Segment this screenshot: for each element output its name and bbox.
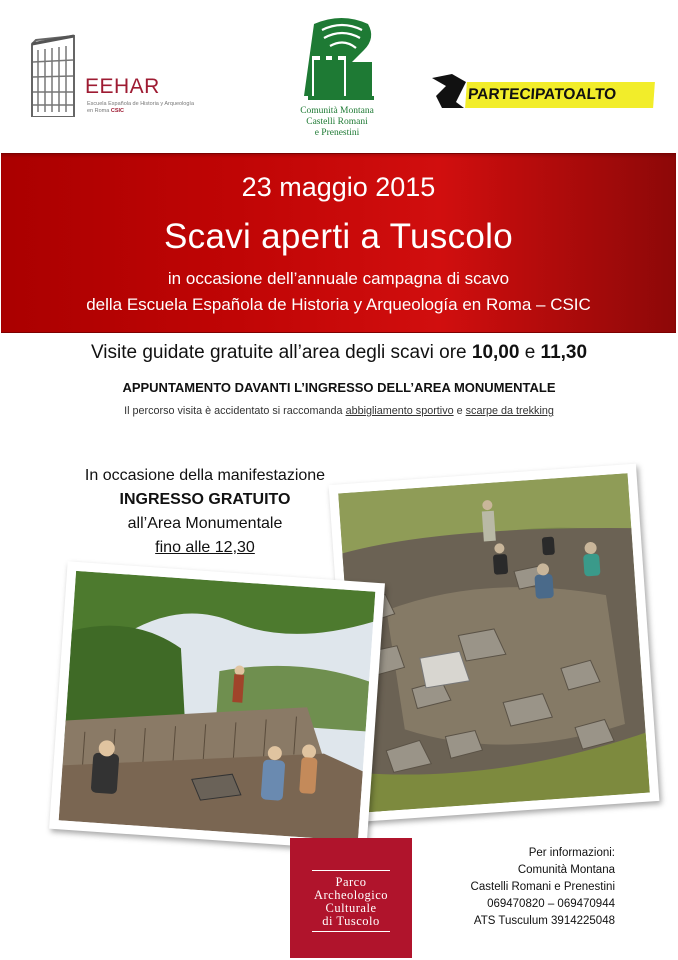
parco-divider-bottom bbox=[312, 931, 390, 932]
event-title: Scavi aperti a Tuscolo bbox=[164, 217, 513, 256]
parco-line4: di Tuscolo bbox=[322, 914, 380, 928]
parco-line2: Archeologico bbox=[313, 888, 389, 902]
trekking-shoes-advice: scarpe da trekking bbox=[465, 405, 554, 417]
tour-time-2: 11,30 bbox=[540, 342, 588, 363]
eehar-name: EEHAR bbox=[85, 75, 160, 98]
parco-divider-top bbox=[312, 870, 390, 871]
route-advice-text: Il percorso visita è accidentato si raccomanda abbigliamento sportivo e scarpe da trekking bbox=[124, 405, 554, 417]
parco-line3: Culturale bbox=[325, 901, 377, 915]
event-date: 23 maggio 2015 bbox=[241, 172, 436, 202]
contact-heading: Per informazioni: bbox=[528, 847, 615, 859]
speech-mark-icon bbox=[430, 72, 470, 112]
sportswear-advice: abbigliamento sportivo bbox=[345, 405, 454, 417]
castle-emblem-icon bbox=[272, 10, 402, 105]
guided-tours-line: Visite guidate gratuite all’area degli scavi ore 10,00 e 11,30 bbox=[90, 342, 588, 363]
contact-phone-2: ATS Tusculum 3914225048 bbox=[473, 915, 615, 927]
excavation-site-image bbox=[338, 473, 650, 812]
contact-info bbox=[430, 845, 615, 930]
eehar-subtitle: Escuela Española de Historia y Arqueología en Roma CSIC bbox=[87, 101, 195, 114]
free-entry-line3: all’Area Monumentale bbox=[127, 515, 283, 532]
free-entry-line1: In occasione della manifestazione bbox=[84, 467, 326, 484]
contact-org-2: Castelli Romani e Prenestini bbox=[470, 881, 615, 893]
contact-phone-1: 069470820 – 069470944 bbox=[487, 898, 615, 910]
comunita-line2: Castelli Romani bbox=[306, 117, 368, 127]
comunita-line1: Comunità Montana bbox=[300, 106, 374, 116]
comunita-line3: e Prenestini bbox=[314, 128, 360, 138]
contact-org-1: Comunità Montana bbox=[517, 864, 615, 876]
event-banner bbox=[1, 153, 676, 333]
free-entry-notice bbox=[55, 464, 355, 560]
parco-line1: Parco bbox=[335, 875, 367, 889]
banner-subtitle-line1: in occasione dell’annuale campagna di scavo bbox=[167, 269, 510, 288]
meeting-point-text: APPUNTAMENTO DAVANTI L’INGRESSO DELL’AREA MONUMENTALE bbox=[122, 380, 556, 395]
partecipatoalto-logo bbox=[430, 70, 660, 115]
excavation-photo-left bbox=[49, 561, 385, 851]
partecipatoalto-label: PARTECIPATOALTO bbox=[465, 82, 655, 108]
eehar-logo bbox=[30, 32, 195, 122]
tour-time-1: 10,00 bbox=[471, 342, 520, 363]
building-icon bbox=[30, 32, 80, 117]
parco-archeologico-logo bbox=[290, 838, 412, 958]
banner-subtitle-line2: della Escuela Española de Historia y Arqueología en Roma – CSIC bbox=[86, 295, 591, 314]
comunita-montana-logo bbox=[272, 10, 402, 145]
free-entry-time: fino alle 12,30 bbox=[155, 539, 255, 556]
wall-excavation-image bbox=[59, 571, 376, 841]
free-entry-heading: INGRESSO GRATUITO bbox=[119, 491, 291, 508]
